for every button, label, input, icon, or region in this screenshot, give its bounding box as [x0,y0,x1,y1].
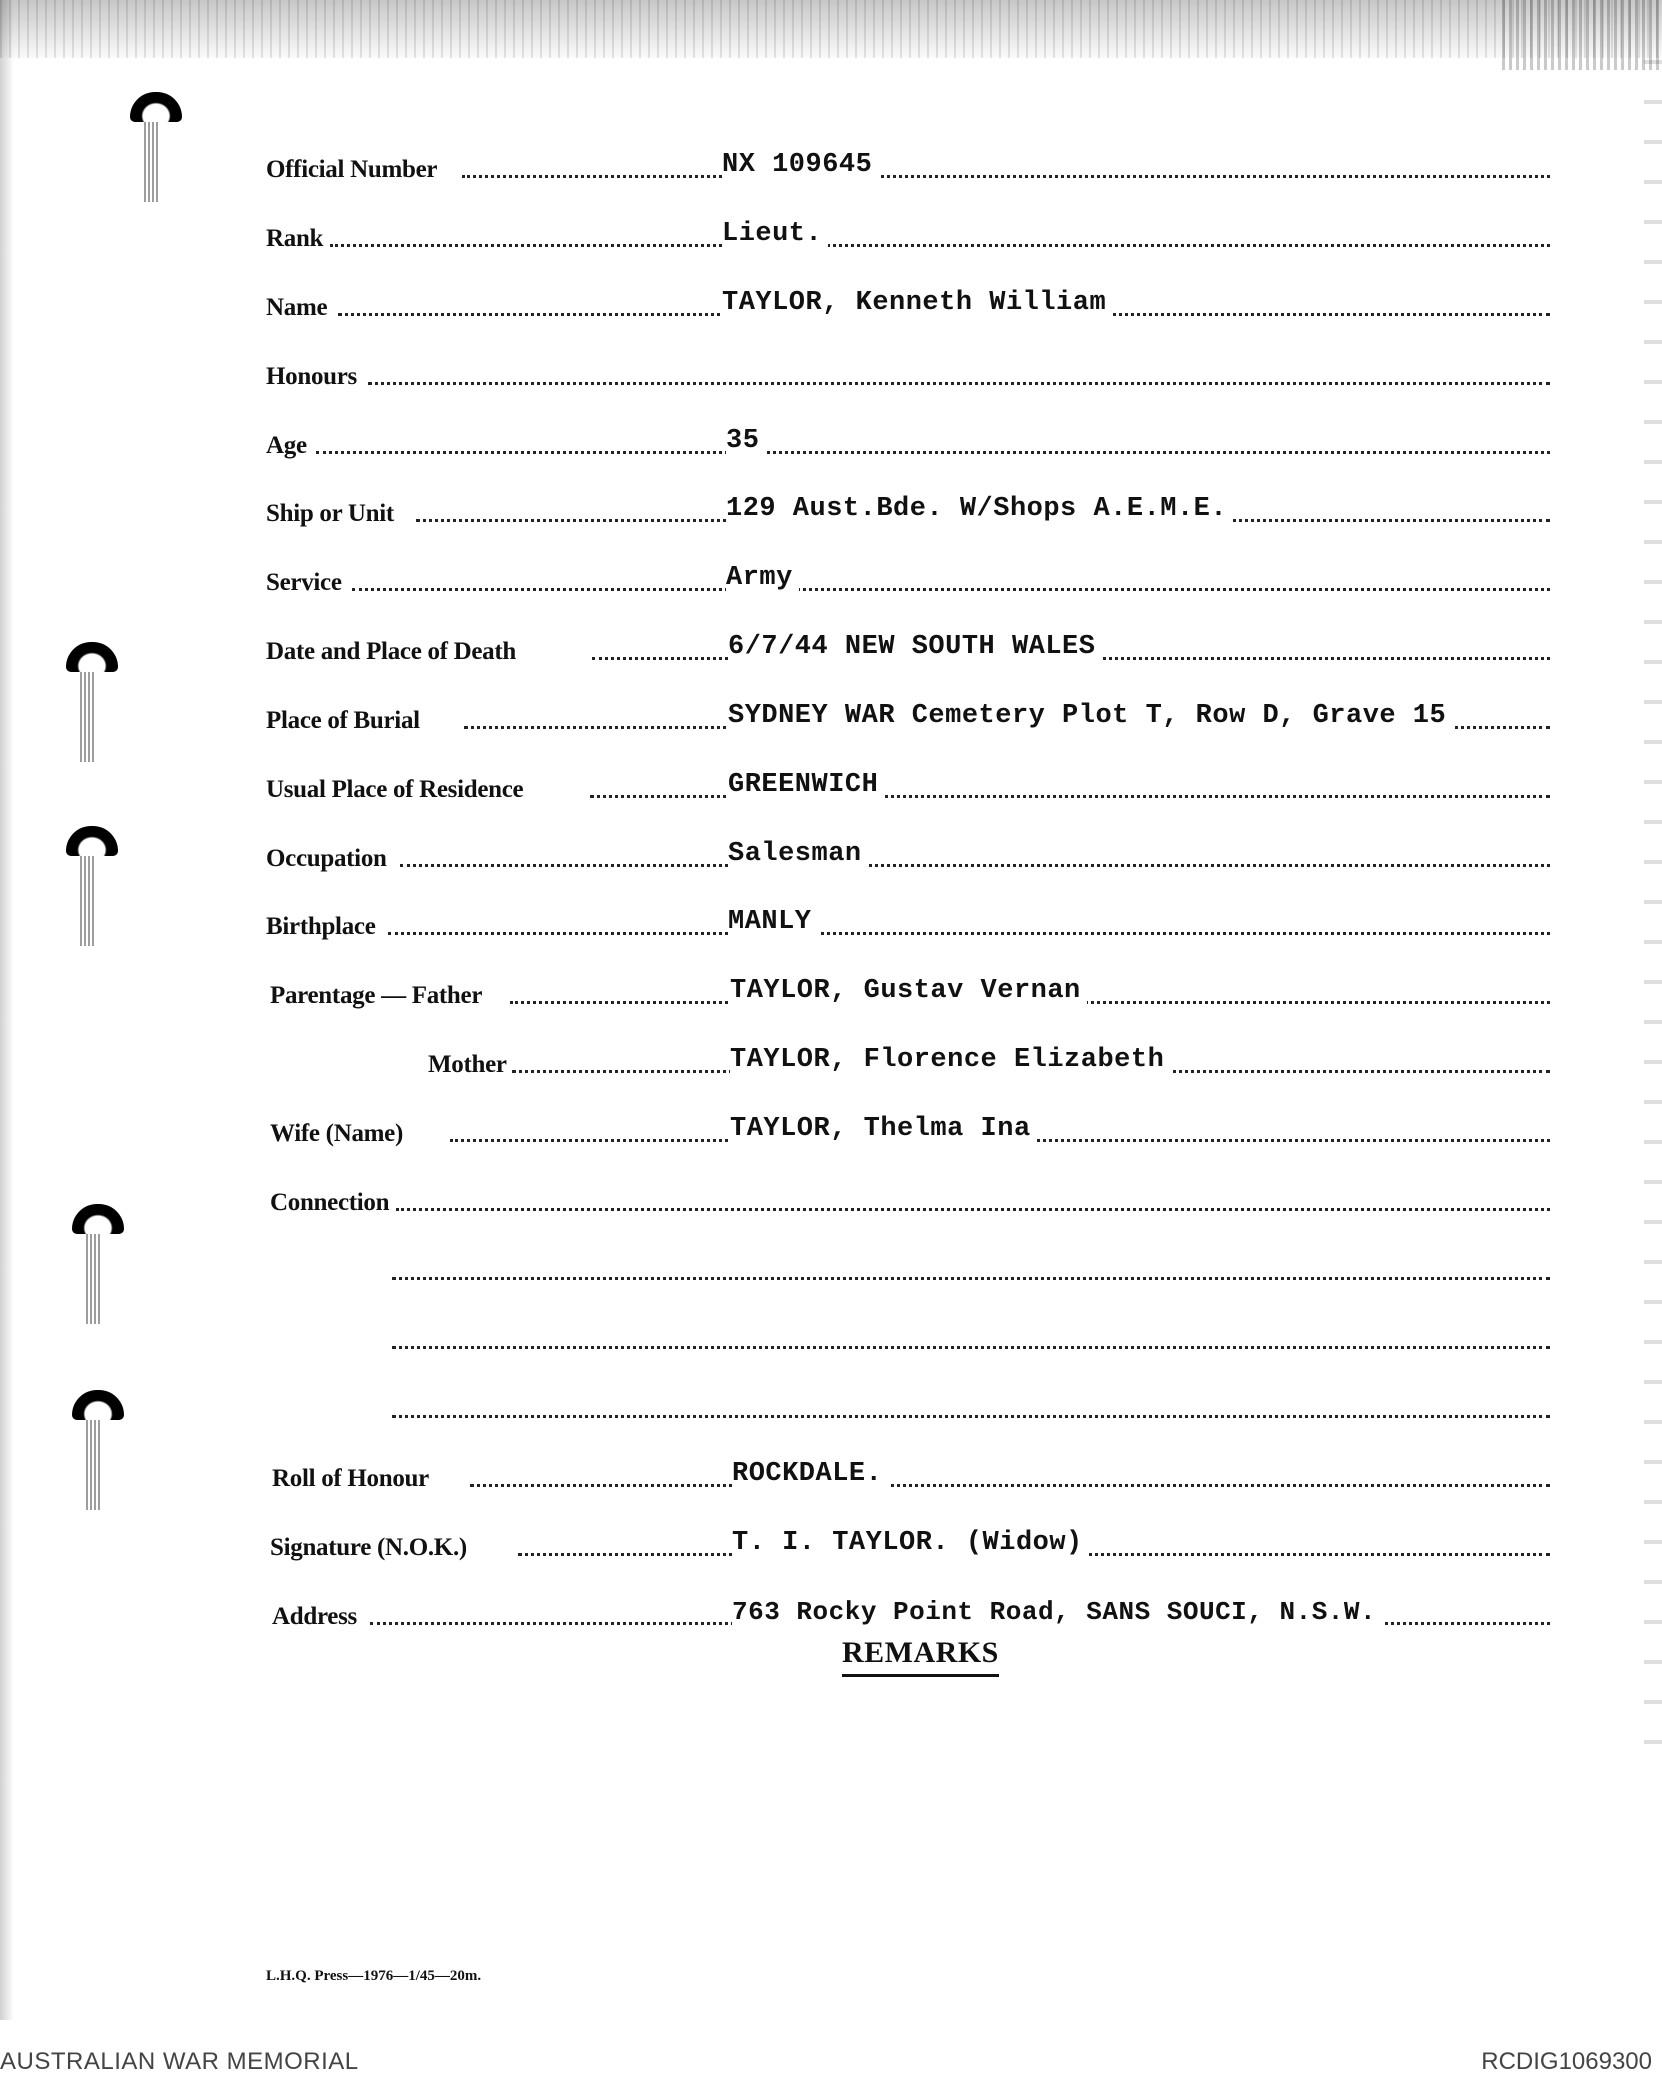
dotted-line [396,1208,1550,1211]
field-age [266,420,1550,460]
field-usual-place-of-residence [266,764,1550,804]
field-honours [266,351,1550,391]
dotted-line [392,1415,1550,1418]
field-value: TAYLOR, Florence Elizabeth [730,1045,1170,1075]
field-value: 6/7/44 NEW SOUTH WALES [728,632,1101,662]
field-label: Roll of Honour [272,1465,429,1492]
dotted-line [388,932,1550,935]
field-occupation [266,833,1550,873]
dotted-line [400,864,1550,867]
connection-line-2 [392,1246,1550,1286]
punch-hole-icon [72,1204,128,1324]
field-ship-or-unit [266,488,1550,528]
field-label: Signature (N.O.K.) [270,1534,467,1561]
dotted-line [316,451,1550,454]
connection-line-4 [392,1384,1550,1424]
field-label: Age [266,432,307,459]
field-official-number [266,144,1550,184]
field-label: Ship or Unit [266,500,394,527]
connection-line-3 [392,1315,1550,1355]
field-label: Occupation [266,845,387,872]
field-label: Service [266,569,342,596]
field-parentage-mother [428,1039,1550,1079]
field-value: TAYLOR, Gustav Vernan [730,976,1087,1006]
field-label: Address [272,1603,357,1630]
field-label: Honours [266,363,357,390]
field-value: TAYLOR, Thelma Ina [730,1114,1037,1144]
field-connection [270,1177,1550,1217]
field-value: Salesman [728,839,868,869]
field-value: Lieut. [722,219,828,249]
field-label: Mother [428,1051,507,1078]
scan-noise-top [0,0,1662,58]
dotted-line [352,588,1550,591]
field-value: GREENWICH [728,770,884,800]
field-value: TAYLOR, Kenneth William [722,288,1112,318]
print-note: L.H.Q. Press—1976—1/45—20m. [266,1968,482,1984]
dotted-line [462,175,1550,178]
field-label: Birthplace [266,913,376,940]
field-label: Connection [270,1189,390,1216]
dotted-line [368,382,1550,385]
punch-hole-icon [66,826,122,946]
field-wife-name [270,1108,1550,1148]
field-value: SYDNEY WAR Cemetery Plot T, Row D, Grave 15 [728,701,1452,731]
field-service [266,557,1550,597]
field-value: MANLY [728,907,818,937]
field-birthplace [266,901,1550,941]
scan-noise-corner [1502,0,1662,70]
field-roll-of-honour [272,1453,1550,1493]
field-label: Place of Burial [266,707,420,734]
field-label: Parentage — Father [270,982,483,1009]
field-name [266,282,1550,322]
field-value: Army [726,563,799,593]
field-value: NX 109645 [722,150,878,180]
field-label: Official Number [266,156,438,183]
field-signature-nok [270,1522,1550,1562]
scan-edge-left [0,0,14,2020]
field-label: Rank [266,225,324,252]
punch-hole-icon [130,92,186,202]
footer-record-id: RCDIG1069300 [1481,2048,1652,2075]
dotted-line [392,1277,1550,1280]
punch-hole-icon [72,1390,128,1510]
field-value: 35 [726,426,765,456]
field-label: Wife (Name) [270,1120,403,1147]
scan-edge-right [1644,60,1662,1760]
field-value: ROCKDALE. [732,1459,888,1489]
dotted-line [470,1484,1550,1487]
field-value: T. I. TAYLOR. (Widow) [732,1528,1089,1558]
field-label: Name [266,294,328,321]
punch-hole-icon [66,642,122,762]
footer-archive-name: AUSTRALIAN WAR MEMORIAL [0,2048,359,2075]
field-place-of-burial [266,695,1550,735]
field-date-place-of-death [266,626,1550,666]
remarks-heading: REMARKS [842,1636,999,1677]
field-label: Usual Place of Residence [266,776,524,803]
field-value: 129 Aust.Bde. W/Shops A.E.M.E. [726,494,1233,524]
field-rank [266,213,1550,253]
field-parentage-father [270,970,1550,1010]
dotted-line [392,1346,1550,1349]
field-label: Date and Place of Death [266,638,516,665]
field-value: 763 Rocky Point Road, SANS SOUCI, N.S.W. [732,1597,1382,1627]
dotted-line [330,244,1550,247]
field-address [272,1591,1550,1631]
